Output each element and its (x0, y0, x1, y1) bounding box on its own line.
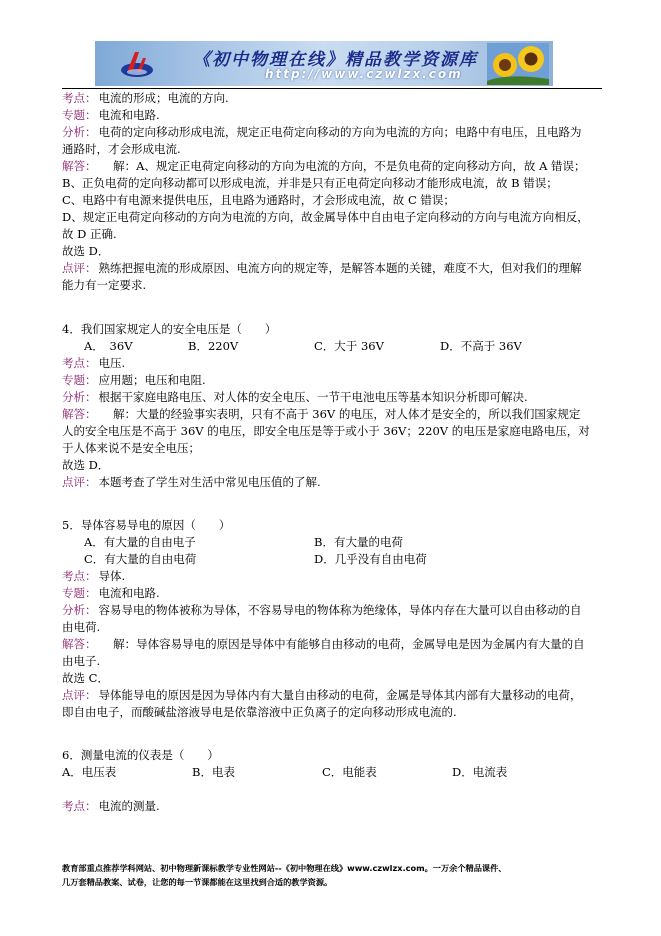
q4-dianping: 点评： 本题考查了学生对生活中常见电压值的了解. (62, 475, 321, 489)
q6-options (62, 764, 602, 781)
q4-jieda-b: 人的安全电压是不高于 36V 的电压，即安全电压是等于或小于 36V；220V 的电压是家庭电路电压，对 (62, 424, 590, 438)
q3-jieda-e: 故 D 正确. (62, 227, 117, 241)
q3-guxuan: 故选 D． (62, 244, 110, 258)
q5-jieda-cont: 由电子. (62, 654, 101, 668)
header-banner (95, 41, 553, 86)
q3-dianping-cont: 能力有一定要求. (62, 278, 147, 292)
banner-url[interactable]: http://www.czwlzx.com (265, 67, 463, 81)
q5-zhuanti: 专题： 电流和电路. (62, 586, 160, 600)
q4-option-b[interactable]: B．220V (188, 339, 239, 353)
footer-line-2: 几万套精品教案、试卷，让您的每一节课都能在这里找到合适的教学资源。 (62, 877, 333, 887)
q3-dianping: 点评： 熟练把握电流的形成原因、电流方向的规定等，是解答本题的关键，难度不大，但对我们的理解 (62, 261, 582, 275)
q6-stem: 6．测量电流的仪表是（ ） (62, 748, 219, 762)
document-body (62, 90, 602, 815)
q5-options-row-2 (62, 551, 602, 568)
sunflower-icon (487, 43, 549, 85)
q5-stem: 5．导体容易导电的原因（ ） (62, 518, 231, 532)
q4-kaodian: 考点： 电压. (62, 356, 126, 370)
q5-dianping-cont: 即自由电子，而酸碱盐溶液导电是依靠溶液中正负离子的定向移动形成电流的. (62, 705, 457, 719)
banner-title: 《初中物理在线》精品教学资源库 (193, 50, 478, 70)
q4-zhuanti: 专题： 应用题；电压和电阻. (62, 373, 206, 387)
footer-line-1: 教育部重点推荐学科网站、初中物理新课标教学专业性网站--《初中物理在线》www.czwlzx.com。一万余个精品课件、 (62, 863, 507, 873)
q4-options (62, 338, 602, 355)
q4-option-d[interactable]: D．不高于 36V (440, 339, 522, 353)
q3-fenxi-cont: 通路时，才会形成电流. (62, 142, 181, 156)
q6-option-c[interactable]: C．电能表 (322, 765, 377, 779)
q5-option-a[interactable]: A．有大量的自由电子 (84, 535, 196, 549)
q6-option-a[interactable]: A．电压表 (62, 765, 117, 779)
q3-jieda-b: B、正负电荷的定向移动都可以形成电流，并非是只有正电荷定向移动才能形成电流，故 B 错误； (62, 176, 558, 190)
q4-fenxi: 分析： 根据干家庭电路电压、对人体的安全电压、一节干电池电压等基本知识分析即可解决. (62, 390, 528, 404)
q4-guxuan: 故选 D． (62, 458, 110, 472)
q5-options-row-1 (62, 534, 602, 551)
header-divider (62, 88, 602, 89)
q6-option-d[interactable]: D．电流表 (452, 765, 508, 779)
q5-jieda: 解答： 解：导体容易导电的原因是导体中有能够自由移动的电荷，金属导电是因为金属内有大量的自 (62, 637, 585, 651)
q5-fenxi: 分析： 容易导电的物体被称为导体，不容易导电的物体称为绝缘体，导体内存在大量可以自由移动的自 (62, 603, 582, 617)
q4-jieda-c: 于人体来说不是安全电压； (62, 441, 200, 455)
q5-kaodian: 考点： 导体. (62, 569, 126, 583)
q5-option-d[interactable]: D．几乎没有自由电荷 (314, 552, 427, 566)
q5-dianping: 点评： 导体能导电的原因是因为导体内有大量自由移动的电荷，金属是导体其内部有大量移动的电荷， (62, 688, 582, 702)
site-logo-icon (119, 48, 155, 80)
q4-option-c[interactable]: C．大于 36V (314, 339, 384, 353)
q6-kaodian: 考点： 电流的测量. (62, 799, 160, 813)
q3-kaodian: 考点： 电流的形成；电流的方向. (62, 91, 229, 105)
q5-fenxi-cont: 由电荷. (62, 620, 101, 634)
q3-jieda: 解答： 解：A、规定正电荷定向移动的方向为电流的方向，不是负电荷的定向移动方向，故 A 错误； (62, 159, 586, 173)
q4-jieda: 解答： 解：大量的经验事实表明，只有不高于 36V 的电压，对人体才是安全的，所以我们国家规定 (62, 407, 581, 421)
q4-stem: 4．我们国家规定人的安全电压是（ ） (62, 322, 277, 336)
page-footer (62, 861, 602, 889)
q3-fenxi: 分析： 电荷的定向移动形成电流，规定正电荷定向移动的方向为电流的方向；电路中有电压，且电路为 (62, 125, 582, 139)
q4-option-a[interactable]: A． 36V (84, 339, 133, 353)
q3-zhuanti: 专题： 电流和电路. (62, 108, 160, 122)
q5-option-c[interactable]: C．有大量的自由电荷 (84, 552, 197, 566)
q5-guxuan: 故选 C． (62, 671, 109, 685)
q3-jieda-c: C、电路中有电源来提供电压，且电路为通路时，才会形成电流，故 C 错误； (62, 193, 455, 207)
q5-option-b[interactable]: B．有大量的电荷 (314, 535, 403, 549)
q3-jieda-d: D、规定正电荷定向移动的方向为电流的方向，故金属导体中自由电子定向移动的方向与电流方向相反， (62, 210, 589, 224)
q6-option-b[interactable]: B．电表 (192, 765, 235, 779)
